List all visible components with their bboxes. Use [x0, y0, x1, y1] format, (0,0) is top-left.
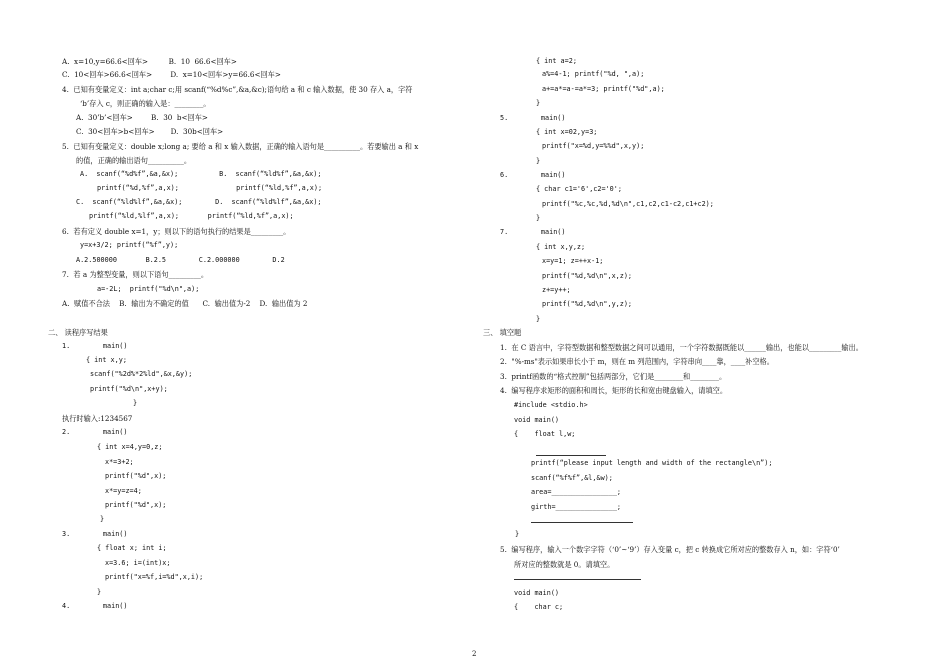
- line: 6. main(): [500, 171, 566, 179]
- line: 3. printf函数的“格式控制”包括两部分，它们是________和________。: [500, 372, 727, 381]
- line: 5. 已知有变量定义：double x;long a; 要给 a 和 x 输入数据，正确的输入语句是__________。若要输出 a 和 x: [62, 142, 419, 151]
- line: a=-2L; printf("%d\n",a);: [97, 285, 200, 293]
- line: }: [536, 315, 541, 323]
- line: printf(“%ld,%lf”,a,x); printf(“%ld,%f”,a,x);: [89, 212, 294, 220]
- line: }: [515, 530, 520, 538]
- line: A. scanf(“%d%f”,&a,&x); B. scanf(“%ld%f”,&a,&x);: [80, 170, 322, 178]
- line: printf("%d",x);: [105, 501, 167, 509]
- line: area=________________;: [531, 488, 622, 496]
- line: { int x,y,z;: [536, 243, 586, 251]
- line: 3. main(): [62, 530, 128, 538]
- line: }: [536, 99, 541, 107]
- line: 所对应的整数就是 0。请填空。: [514, 560, 615, 569]
- line: x*=3+2;: [105, 458, 134, 466]
- line: A. 30’b’<回车> B. 30 b<回车>: [76, 113, 208, 122]
- line: A. 赋值不合法 B. 输出为不确定的值 C. 输出值为-2 D. 输出值为 2: [62, 299, 308, 308]
- line: printf("%d,%d\n",x,z);: [542, 272, 633, 280]
- line: 4. 编写程序求矩形的面积和周长，矩形的长和宽由键盘输入，请填空。: [500, 386, 728, 395]
- line: void main(): [514, 416, 560, 424]
- line: { float l,w;: [514, 430, 576, 438]
- line: 7. 若 a 为整型变量，则以下语句_________。: [62, 270, 209, 279]
- line: C. 30<回车>b<回车> D. 30b<回车>: [76, 127, 224, 136]
- line: 6. 若有定义 double x=1，y；则以下的语句执行的结果是_________。: [62, 227, 291, 236]
- line: scanf("%2d%*2%ld",&x,&y);: [90, 370, 193, 378]
- line: 4. main(): [62, 602, 128, 610]
- line: 执行时输入:1234567: [62, 414, 133, 423]
- line: #include <stdio.h>: [514, 401, 588, 409]
- line: printf("x=%f,i=%d",x,i);: [105, 573, 204, 581]
- line: 2. main(): [62, 428, 128, 436]
- line: x*=y=z=4;: [105, 487, 142, 495]
- fill-in-blank: [514, 579, 641, 580]
- section-heading: 三、 填空题: [483, 328, 522, 337]
- line: 5. main(): [500, 114, 566, 122]
- line: a%=4-1; printf("%d, ",a);: [542, 70, 645, 78]
- line: a+=a*=a-=a*=3; printf("%d",a);: [542, 85, 665, 93]
- line: }: [536, 214, 541, 222]
- line: 1. 在 C 语言中，字符型数据和整型数据之间可以通用，一个字符数据既能以______输出，也能以_________输出。: [500, 343, 863, 352]
- section-heading: 二、 读程序写结果: [48, 328, 108, 337]
- line: { int x=4,y=0,z;: [97, 443, 163, 451]
- line: C. 10<回车>66.6<回车> D. x=10<回车>y=66.6<回车>: [62, 70, 281, 79]
- line: }: [100, 515, 105, 523]
- line: }: [133, 399, 138, 407]
- line: { int a=2;: [536, 57, 577, 65]
- line: x=y=1; z=++x-1;: [542, 257, 604, 265]
- line: C. scanf(“%ld%lf”,&a,&x); D. scanf(“%ld%lf”,&a,&x);: [76, 198, 322, 206]
- line: girth=_______________;: [531, 503, 622, 511]
- line: 4. 已知有变量定义：int a;char c;用 scanf(“%d%c”,&a,&c);语句给 a 和 c 输入数据，使 30 存入 a，字符: [62, 85, 413, 94]
- line: 的值，正确的输出语句__________。: [76, 156, 192, 165]
- line: printf("%d\n",x+y);: [90, 385, 168, 393]
- line: printf("x=%d,y=%%d",x,y);: [542, 142, 645, 150]
- line: printf(“%d,%f”,a,x); printf(“%ld,%f”,a,x);: [97, 184, 323, 192]
- line: printf("%c,%c,%d,%d\n",c1,c2,c1-c2,c1+c2);: [542, 200, 714, 208]
- line: 5. 编写程序，输入一个数字字符（‘0’~‘9’）存入变量 c，把 c 转换成它所对应的整数存入 n，如：字符‘0’: [500, 545, 840, 554]
- line: }: [97, 588, 102, 596]
- line: x=3.6; i=(int)x;: [105, 559, 171, 567]
- line: printf(“please input length and width of the rectangle\n”);: [531, 459, 773, 467]
- line: { int x=02,y=3;: [536, 128, 598, 136]
- line: { int x,y;: [86, 356, 127, 364]
- line: 1. main(): [62, 342, 128, 350]
- line: A.2.500000 B.2.5 C.2.000000 D.2: [76, 256, 285, 264]
- line: void main(): [514, 589, 560, 597]
- line: printf("%d,%d\n",y,z);: [542, 300, 633, 308]
- line: { char c1='6',c2='0';: [536, 185, 622, 193]
- line: { char c;: [514, 603, 564, 611]
- fill-in-blank: [531, 522, 633, 523]
- line: }: [536, 157, 541, 165]
- fill-in-blank: [536, 455, 606, 456]
- line: printf("%d",x);: [105, 472, 167, 480]
- line: A. x=10,y=66.6<回车> B. 10 66.6<回车>: [62, 57, 237, 66]
- line: z+=y++;: [542, 286, 571, 294]
- line: { float x; int i;: [97, 544, 167, 552]
- line: y=x+3/2; printf(“%f”,y);: [80, 241, 179, 249]
- line: ‘b’存入 c，则正确的输入是：________。: [80, 99, 211, 108]
- page-number: 2: [472, 650, 477, 658]
- line: scanf(“%f%f”,&l,&w);: [531, 474, 613, 482]
- line: 7. main(): [500, 228, 566, 236]
- line: 2. "%-ms"表示如果串长小于 m，则在 m 列范围内，字符串向____靠，____补空格。: [500, 357, 774, 366]
